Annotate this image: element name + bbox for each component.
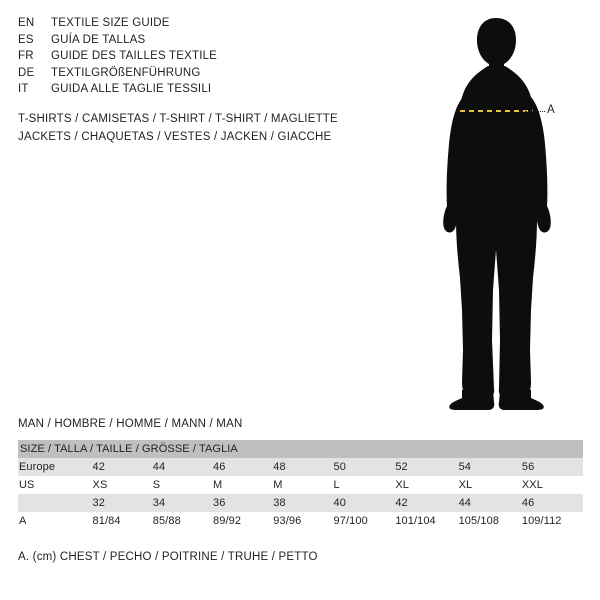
table-cell: 46 — [520, 494, 583, 512]
table-cell: M — [271, 476, 331, 494]
male-silhouette-figure — [400, 10, 595, 410]
table-cell: 54 — [457, 458, 520, 476]
table-cell: 81/84 — [91, 512, 151, 530]
table-cell: 46 — [211, 458, 271, 476]
size-table — [18, 440, 583, 530]
table-row — [18, 476, 583, 494]
row-label: US — [18, 476, 91, 494]
table-cell: 40 — [332, 494, 394, 512]
measure-label-a: A — [547, 104, 555, 116]
language-row — [18, 15, 398, 32]
table-cell: 44 — [151, 458, 211, 476]
language-text: TEXTILGRÖßENFÜHRUNG — [51, 66, 201, 79]
table-cell: 42 — [393, 494, 456, 512]
table-cell: 34 — [151, 494, 211, 512]
table-cell: M — [211, 476, 271, 494]
row-label: A — [18, 512, 91, 530]
table-cell: 52 — [393, 458, 456, 476]
language-code: ES — [18, 33, 34, 46]
table-row — [18, 494, 583, 512]
table-cell: 93/96 — [271, 512, 331, 530]
table-cell: 56 — [520, 458, 583, 476]
language-code: FR — [18, 50, 34, 63]
table-cell: 32 — [91, 494, 151, 512]
table-cell: 50 — [332, 458, 394, 476]
language-code: DE — [18, 66, 35, 79]
language-list — [18, 15, 398, 98]
language-code: IT — [18, 83, 29, 96]
table-cell: S — [151, 476, 211, 494]
row-label: Europe — [18, 458, 91, 476]
language-text: GUIDE DES TAILLES TEXTILE — [51, 50, 218, 63]
table-footnote: A. (cm) CHEST / PECHO / POITRINE / TRUHE / PETTO — [18, 551, 318, 563]
table-cell: 89/92 — [211, 512, 271, 530]
table-row — [18, 512, 583, 530]
language-row — [18, 81, 398, 98]
table-cell: L — [332, 476, 394, 494]
table-header-row — [18, 440, 583, 458]
table-cell: XXL — [520, 476, 583, 494]
language-code: EN — [18, 17, 35, 29]
table-cell: 38 — [271, 494, 331, 512]
row-label — [18, 494, 91, 512]
category-list — [18, 111, 438, 146]
table-group-title: MAN / HOMBRE / HOMME / MANN / MAN — [18, 418, 243, 430]
table-cell: 97/100 — [332, 512, 394, 530]
language-row — [18, 65, 398, 82]
language-row — [18, 48, 398, 65]
table-cell: XL — [457, 476, 520, 494]
language-text: TEXTILE SIZE GUIDE — [51, 17, 170, 29]
table-cell: 42 — [91, 458, 151, 476]
table-cell: 48 — [271, 458, 331, 476]
language-row — [18, 32, 398, 49]
language-text: GUIDA ALLE TAGLIE TESSILI — [51, 83, 212, 96]
table-cell: 109/112 — [520, 512, 583, 530]
table-cell: 36 — [211, 494, 271, 512]
language-text: GUÍA DE TALLAS — [51, 33, 146, 46]
category-tshirts: T-SHIRTS / CAMISETAS / T-SHIRT / T-SHIRT / MAGLIETTE — [18, 113, 338, 125]
table-cell: 44 — [457, 494, 520, 512]
table-cell: 105/108 — [457, 512, 520, 530]
table-cell: XS — [91, 476, 151, 494]
table-cell: XL — [393, 476, 456, 494]
category-jackets: JACKETS / CHAQUETAS / VESTES / JACKEN / GIACCHE — [18, 130, 332, 143]
silhouette-svg — [400, 10, 595, 410]
table-cell: 101/104 — [393, 512, 456, 530]
measure-leader-line — [525, 111, 545, 112]
table-row — [18, 458, 583, 476]
table-header-label: SIZE / TALLA / TAILLE / GRÖSSE / TAGLIA — [18, 440, 583, 458]
table-cell: 85/88 — [151, 512, 211, 530]
